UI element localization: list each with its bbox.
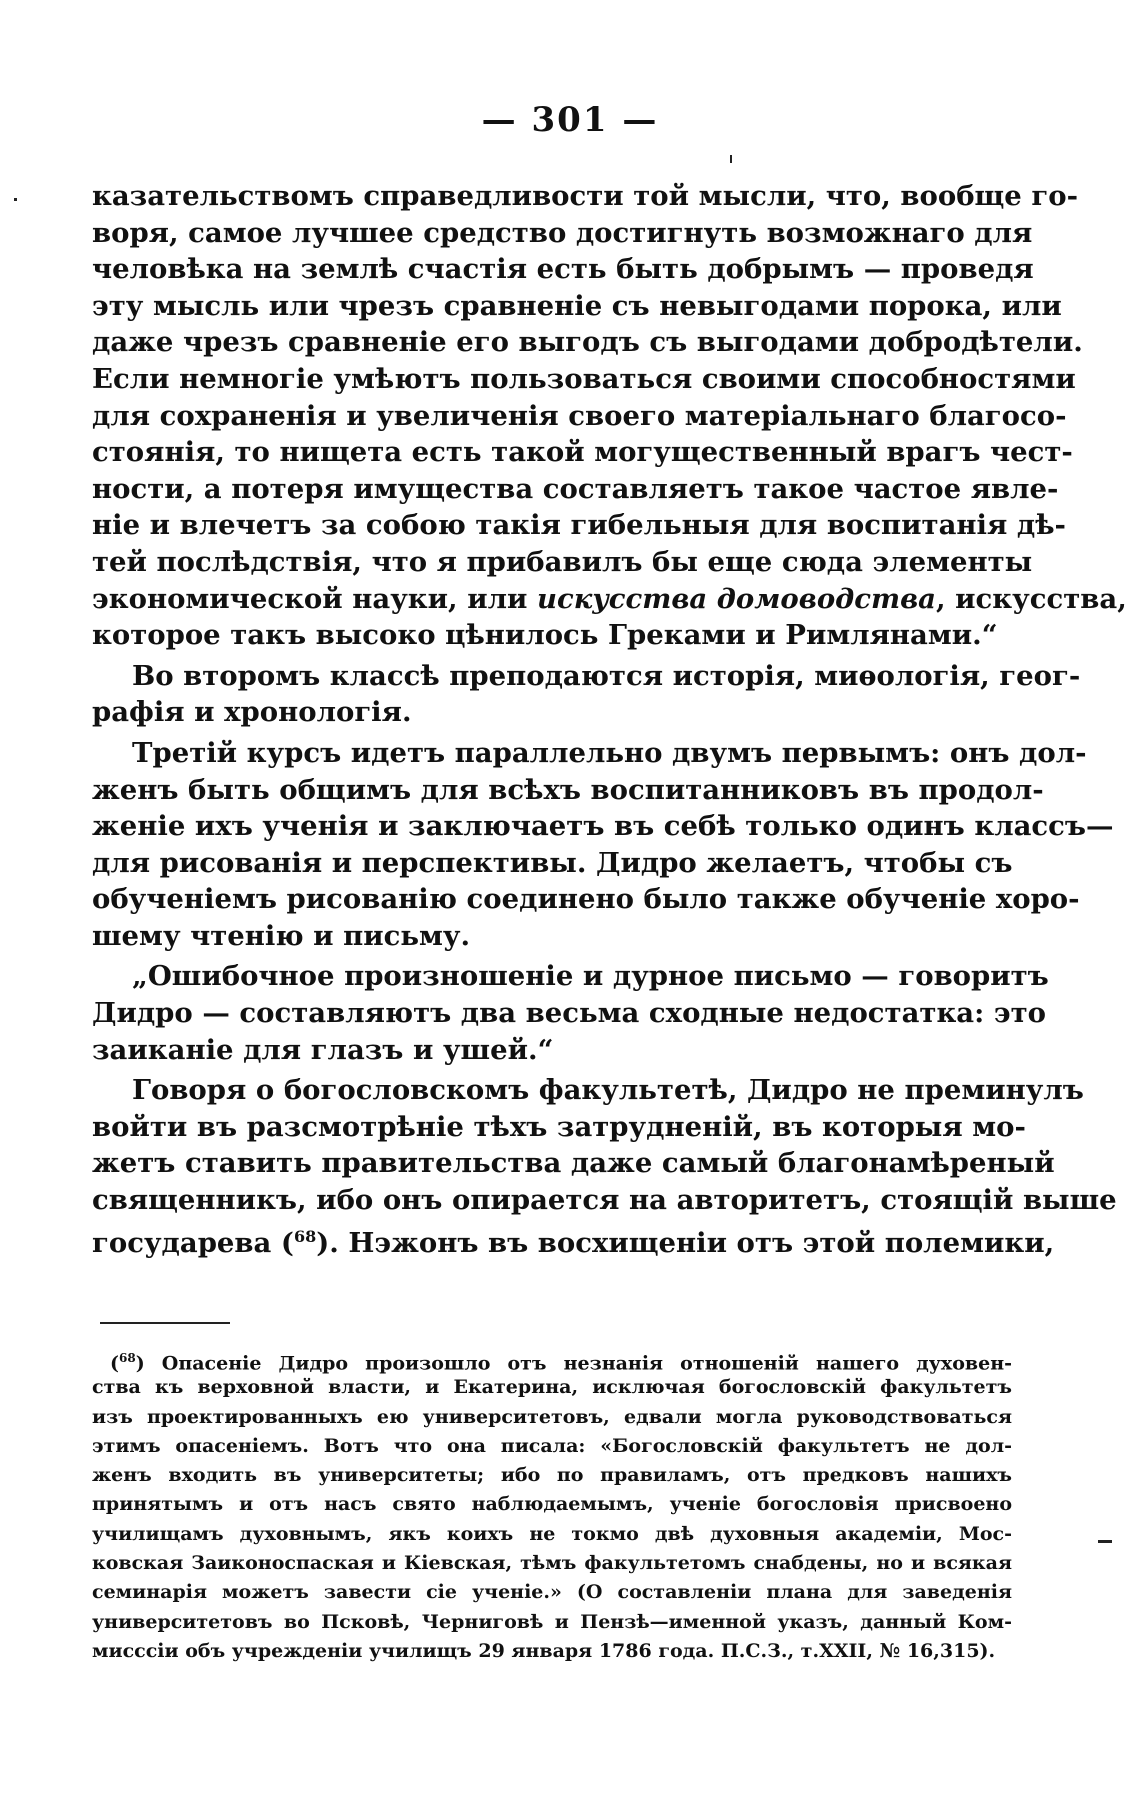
footnote-line: женъ входить въ университеты; ибо по правиламъ, отъ предковъ нашихъ	[92, 1464, 1012, 1487]
text-line: обученіемъ рисованію соединено было также обученіе хоро-	[92, 883, 1080, 916]
page-number: — 301 —	[481, 100, 659, 140]
scan-mark	[730, 155, 732, 163]
paragraph	[92, 658, 1081, 731]
footnote-line: этимъ опасеніемъ. Вотъ что она писала: «Богословскій факультетъ не дол-	[92, 1434, 1012, 1457]
text-line: человѣка на землѣ счастія есть быть добрымъ — проведя	[92, 253, 1034, 286]
text-run: , искусства,	[936, 582, 1127, 615]
main-text	[92, 178, 1127, 1259]
text-line: воря, самое лучшее средство достигнуть возможнаго для	[92, 216, 1033, 249]
text-line: Во второмъ классѣ преподаются исторія, миѳологія, геог-	[132, 659, 1081, 692]
text-line: заиканіе для глазъ и ушей.“	[92, 1033, 554, 1066]
footnote-line: училищамъ духовнымъ, якъ коихъ не токмо двѣ духовныя академіи, Мос-	[92, 1522, 1012, 1545]
paragraph	[92, 1072, 1117, 1259]
paragraph	[92, 735, 1114, 955]
paragraph	[92, 958, 1049, 1068]
text-line: стоянія, то нищета есть такой могущественный врагъ чест-	[92, 436, 1073, 469]
footnote-reference[interactable]: 68	[293, 1226, 317, 1246]
text-line: жетъ ставить правительства даже самый благонамѣреный	[92, 1147, 1055, 1180]
footnote-line: принятымъ и отъ насъ свято наблюдаемымъ, ученіе богословія присвоено	[92, 1493, 1012, 1516]
footnote-marker: 68	[119, 1351, 136, 1365]
text-line	[92, 1219, 1055, 1259]
text-line-italic	[92, 581, 1127, 618]
text-line: Дидро — составляютъ два весьма сходные недостатка: это	[92, 997, 1046, 1030]
text-line: тей послѣдствія, что я прибавилъ бы еще сюда элементы	[92, 545, 1033, 578]
footnote-line: изъ проектированныхъ ею университетовъ, едвали могла руководствоваться	[92, 1405, 1012, 1428]
text-line: ніе и влечетъ за собою такія гибельныя для воспитанія дѣ-	[92, 509, 1066, 542]
footnote	[92, 1344, 1012, 1666]
text-line: шему чтенію и письму.	[92, 919, 471, 952]
footnote-line: ства къ верховной власти, и Екатерина, исключая богословскій факультетъ	[92, 1376, 1012, 1399]
footnote-line: университетовъ во Псковѣ, Черниговѣ и Пензѣ—именной указъ, данный Ком-	[92, 1610, 1012, 1633]
text-line: даже чрезъ сравненіе его выгодъ съ выгодами добродѣтели.	[92, 326, 1083, 359]
paragraph	[92, 178, 1127, 654]
text-line: „Ошибочное произношеніе и дурное письмо — говоритъ	[132, 960, 1049, 993]
text-run: ). Нэжонъ въ восхищеніи отъ этой полемики,	[316, 1226, 1055, 1259]
italic-phrase: искусства домоводства	[536, 582, 937, 615]
text-run: экономической науки, или	[92, 582, 537, 615]
text-line: для рисованія и перспективы. Дидро желаетъ, чтобы съ	[92, 846, 1013, 879]
footnote-divider	[100, 1322, 230, 1324]
text-line: священникъ, ибо онъ опирается на авторитетъ, стоящій выше	[92, 1184, 1117, 1217]
text-line: ности, а потеря имущества составляетъ такое частое явле-	[92, 472, 1059, 505]
text-line: Если немногіе умѣютъ пользоваться своими способностями	[92, 362, 1076, 395]
text-run: государева (	[92, 1226, 294, 1259]
text-line: женъ быть общимъ для всѣхъ воспитанниковъ въ продол-	[92, 773, 1044, 806]
footnote-line: ковская Заиконоспаская и Кіевская, тѣмъ факультетомъ снабдены, но и всякая	[92, 1552, 1012, 1575]
text-line: Говоря о богословскомъ факультетѣ, Дидро не преминулъ	[132, 1074, 1084, 1107]
scan-mark	[1098, 1540, 1112, 1543]
text-line: женіе ихъ ученія и заключаетъ въ себѣ только одинъ классъ—	[92, 810, 1114, 843]
text-line: для сохраненія и увеличенія своего матеріальнаго благосо-	[92, 399, 1067, 432]
footnote-line: мисссіи объ учрежденіи училищъ 29 января 1786 года. П.С.З., т.XXII, № 16,315).	[92, 1639, 996, 1662]
footnote-line: семинарія можетъ завести сіе ученіе.» (О составленіи плана для заведенія	[92, 1581, 1012, 1604]
text-line: войти въ разсмотрѣніе тѣхъ затрудненій, въ которыя мо-	[92, 1110, 1026, 1143]
text-run: ) Опасеніе Дидро произошло отъ незнанія отношеній нашего духовен-	[135, 1352, 1012, 1375]
scan-mark	[14, 198, 17, 201]
text-line: эту мысль или чрезъ сравненіе съ невыгодами порока, или	[92, 289, 1062, 322]
footnote-line: ($^{68}$) Опасеніе Дидро произошло отъ незнанія отношеній нашего духовен-	[110, 1351, 1012, 1375]
text-line: Третій курсъ идетъ параллельно двумъ первымъ: онъ дол-	[132, 736, 1087, 769]
text-line: рафія и хронологія.	[92, 696, 412, 729]
text-line: казательствомъ справедливости той мысли, что, вообще го-	[92, 180, 1078, 212]
text-line: которое такъ высоко цѣнилось Греками и Римлянами.“	[92, 619, 998, 652]
